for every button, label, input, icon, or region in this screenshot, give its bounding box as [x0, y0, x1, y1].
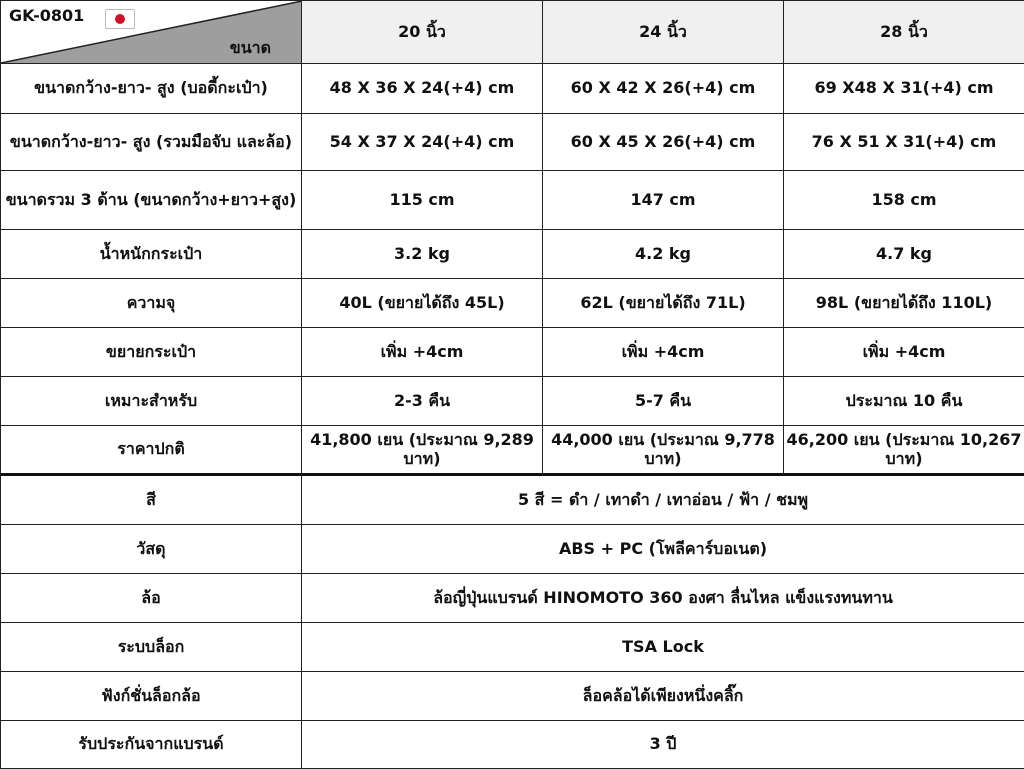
row-label: รับประกันจากแบรนด์ [1, 721, 302, 769]
row-label: สี [1, 475, 302, 525]
common-value: 5 สี = ดำ / เทาดำ / เทาอ่อน / ฟ้า / ชมพู [302, 475, 1024, 525]
row-value: 4.7 kg [784, 230, 1024, 279]
table-row [1, 64, 1024, 114]
row-value: 158 cm [784, 171, 1024, 230]
size-header-label: ขนาด [230, 39, 271, 57]
header-row [1, 1, 1024, 64]
row-label: ขยายกระเป๋า [1, 328, 302, 377]
row-value: ประมาณ 10 คืน [784, 377, 1024, 426]
row-value: 98L (ขยายได้ถึง 110L) [784, 279, 1024, 328]
common-value: ABS + PC (โพลีคาร์บอเนต) [302, 525, 1024, 574]
row-value: 147 cm [543, 171, 784, 230]
common-row [1, 721, 1024, 769]
row-label: เหมาะสำหรับ [1, 377, 302, 426]
row-value: เพิ่ม +4cm [784, 328, 1024, 377]
row-label: ขนาดรวม 3 ด้าน (ขนาดกว้าง+ยาว+สูง) [1, 171, 302, 230]
common-value: ล็อคล้อได้เพียงหนึ่งคลิ๊ก [302, 672, 1024, 721]
common-row [1, 574, 1024, 623]
common-row [1, 623, 1024, 672]
row-value: 40L (ขยายได้ถึง 45L) [302, 279, 543, 328]
row-value: 4.2 kg [543, 230, 784, 279]
row-label: น้ำหนักกระเป๋า [1, 230, 302, 279]
size-header-20: 20 นิ้ว [302, 1, 543, 64]
table-row [1, 279, 1024, 328]
row-value: เพิ่ม +4cm [302, 328, 543, 377]
row-value: 76 X 51 X 31(+4) cm [784, 114, 1024, 171]
common-value: 3 ปี [302, 721, 1024, 769]
size-header-28: 28 นิ้ว [784, 1, 1024, 64]
row-label: ขนาดกว้าง-ยาว- สูง (รวมมือจับ และล้อ) [1, 114, 302, 171]
table-row [1, 377, 1024, 426]
row-label: ความจุ [1, 279, 302, 328]
common-row [1, 525, 1024, 574]
row-label: ราคาปกติ [1, 426, 302, 475]
table-row [1, 114, 1024, 171]
row-value: 48 X 36 X 24(+4) cm [302, 64, 543, 114]
table-row [1, 230, 1024, 279]
row-value: 5-7 คืน [543, 377, 784, 426]
flag-sun [115, 14, 125, 24]
common-row [1, 672, 1024, 721]
table-row [1, 171, 1024, 230]
common-value: TSA Lock [302, 623, 1024, 672]
row-value: 115 cm [302, 171, 543, 230]
common-value: ล้อญี่ปุ่นแบรนด์ HINOMOTO 360 องศา ลื่นไหล แข็งแรงทนทาน [302, 574, 1024, 623]
row-value: 69 X48 X 31(+4) cm [784, 64, 1024, 114]
table-row [1, 328, 1024, 377]
model-code: GK-0801 [9, 7, 84, 25]
common-row [1, 475, 1024, 525]
price-value: 41,800 เยน (ประมาณ 9,289 บาท) [302, 426, 543, 475]
price-value: 46,200 เยน (ประมาณ 10,267 บาท) [784, 426, 1024, 475]
row-value: 60 X 42 X 26(+4) cm [543, 64, 784, 114]
row-value: 2-3 คืน [302, 377, 543, 426]
table-row [1, 426, 1024, 475]
size-header-24: 24 นิ้ว [543, 1, 784, 64]
row-value: 62L (ขยายได้ถึง 71L) [543, 279, 784, 328]
row-value: 60 X 45 X 26(+4) cm [543, 114, 784, 171]
row-label: ระบบล็อก [1, 623, 302, 672]
row-value: 54 X 37 X 24(+4) cm [302, 114, 543, 171]
row-label: ฟังก์ชั่นล็อกล้อ [1, 672, 302, 721]
price-value: 44,000 เยน (ประมาณ 9,778 บาท) [543, 426, 784, 475]
header-corner-cell [1, 1, 302, 64]
row-label: ขนาดกว้าง-ยาว- สูง (บอดี้กะเป๋า) [1, 64, 302, 114]
row-label: ล้อ [1, 574, 302, 623]
row-value: 3.2 kg [302, 230, 543, 279]
japan-flag-icon [105, 9, 135, 29]
row-label: วัสดุ [1, 525, 302, 574]
row-value: เพิ่ม +4cm [543, 328, 784, 377]
